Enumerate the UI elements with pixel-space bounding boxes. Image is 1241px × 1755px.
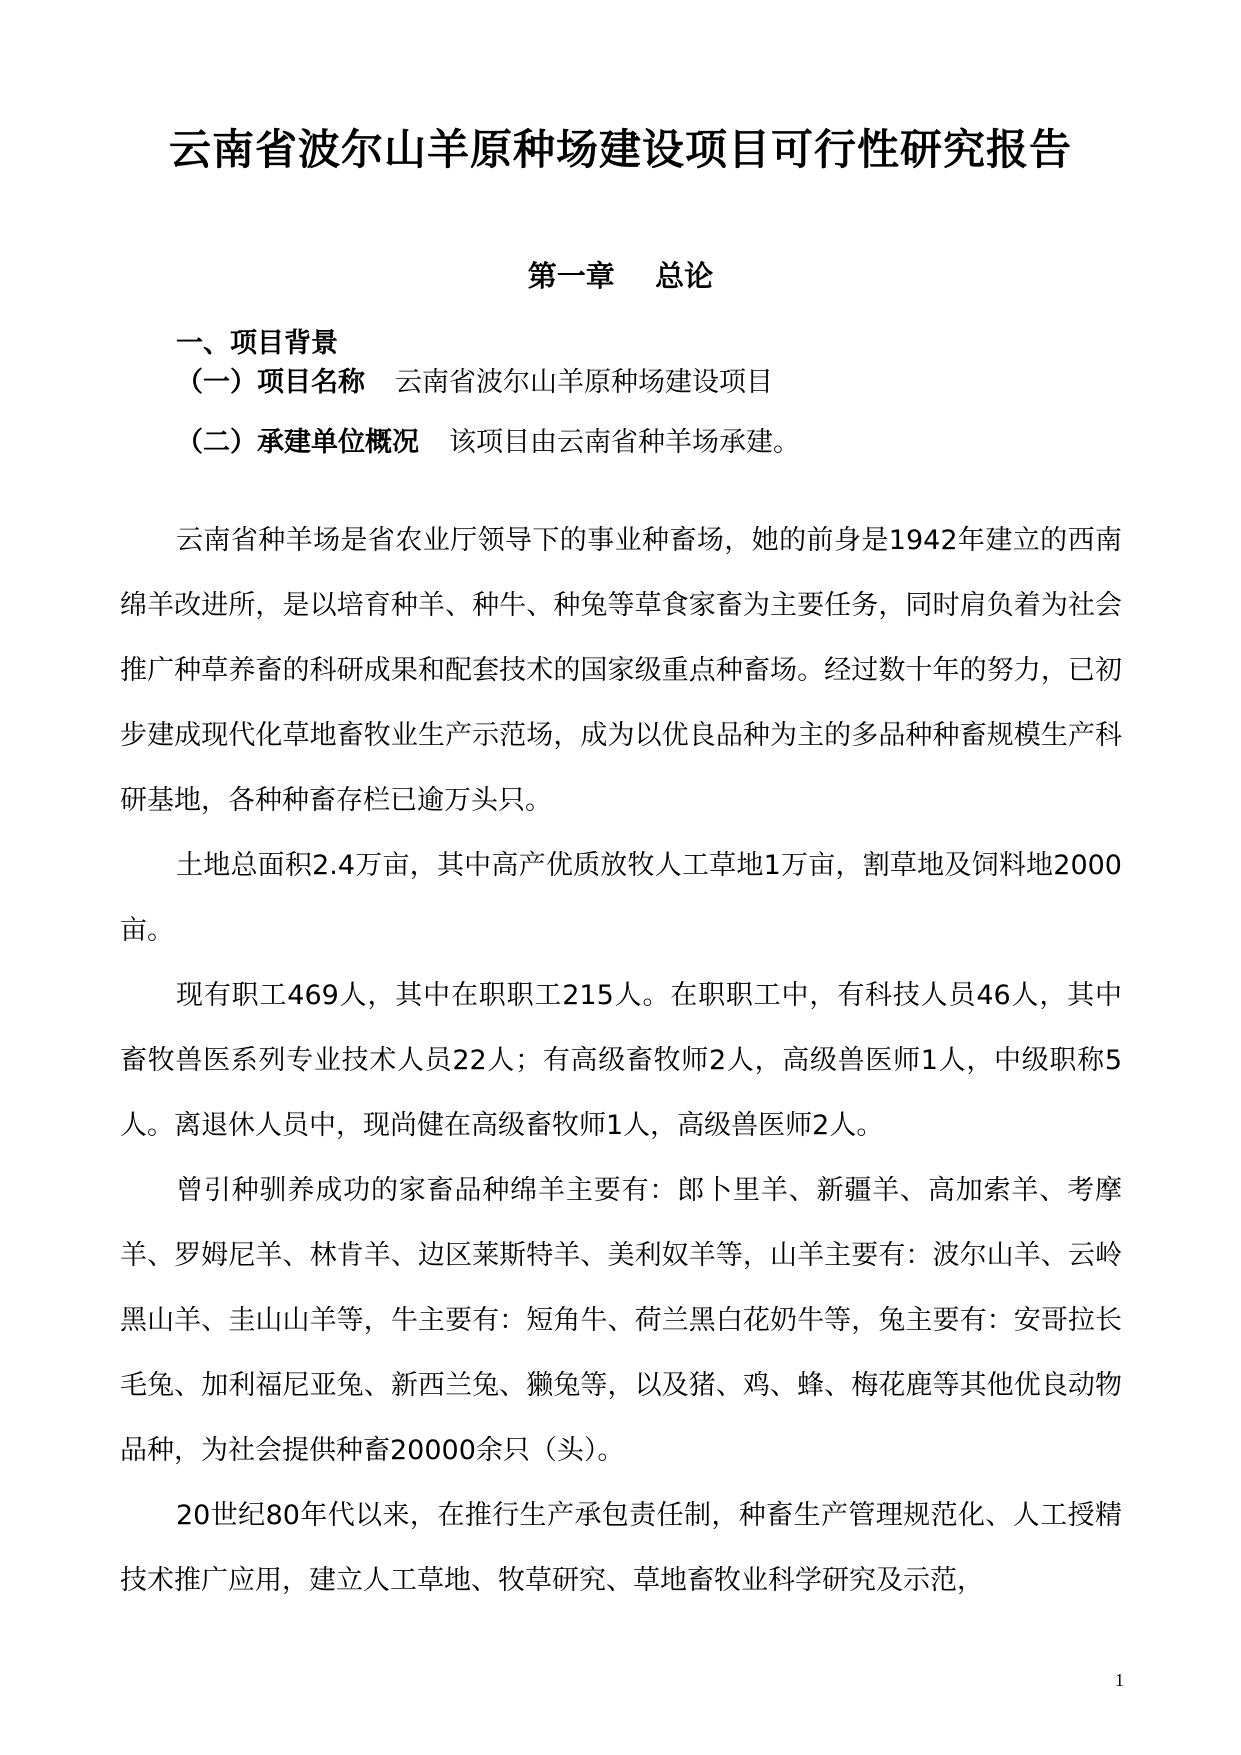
page-number: 1 [1115, 1670, 1124, 1690]
project-name-line [176, 363, 773, 403]
contractor-overview-value: 该项目由云南省种羊场承建。 [449, 427, 800, 458]
contractor-overview-label: （二）承建单位概况 [176, 427, 419, 458]
document-title: 云南省波尔山羊原种场建设项目可行性研究报告 [168, 125, 1072, 174]
project-name-label: （一）项目名称 [176, 367, 365, 398]
body-paragraph: 20世纪80年代以来，在推行生产承包责任制，种畜生产管理规范化、人工授精技术推广应用，建立人工草地、牧草研究、草地畜牧业科学研究及示范， [120, 1500, 1122, 1596]
chapter-heading: 第一章 总论 [527, 259, 714, 293]
body-paragraph: 云南省种羊场是省农业厅领导下的事业种畜场，她的前身是1942年建立的西南绵羊改进所，是以培育种羊、种牛、种兔等草食家畜为主要任务，同时肩负着为社会推广种草养畜的科研成果和配套技术的国家级重点种畜场。经过数十年的努力，已初步建成现代化草地畜牧业生产示范场，成为以优良品种为主的多品种种畜规模生产科研基地，各种种畜存栏已逾万头只。 [120, 525, 1122, 816]
project-name-value: 云南省波尔山羊原种场建设项目 [395, 367, 773, 398]
body-paragraph: 现有职工469人，其中在职职工215人。在职职工中，有科技人员46人，其中畜牧兽医系列专业技术人员22人；有高级畜牧师2人，高级兽医师1人，中级职称5人。离退休人员中，现尚健在高级畜牧师1人，高级兽医师2人。 [120, 980, 1122, 1141]
body-paragraph: 曾引种驯养成功的家畜品种绵羊主要有：郎卜里羊、新疆羊、高加索羊、考摩羊、罗姆尼羊、林肯羊、边区莱斯特羊、美利奴羊等，山羊主要有：波尔山羊、云岭黑山羊、圭山山羊等，牛主要有：短角牛、荷兰黑白花奶牛等，兔主要有：安哥拉长毛兔、加利福尼亚兔、新西兰兔、獭兔等，以及猪、鸡、蜂、梅花鹿等其他优良动物品种，为社会提供种畜20000余只（头）。 [120, 1175, 1122, 1466]
section-heading: 一、项目背景 [176, 328, 338, 359]
body-paragraph: 土地总面积2.4万亩，其中高产优质放牧人工草地1万亩，割草地及饲料地2000亩。 [120, 850, 1122, 946]
contractor-overview-line [176, 423, 800, 463]
